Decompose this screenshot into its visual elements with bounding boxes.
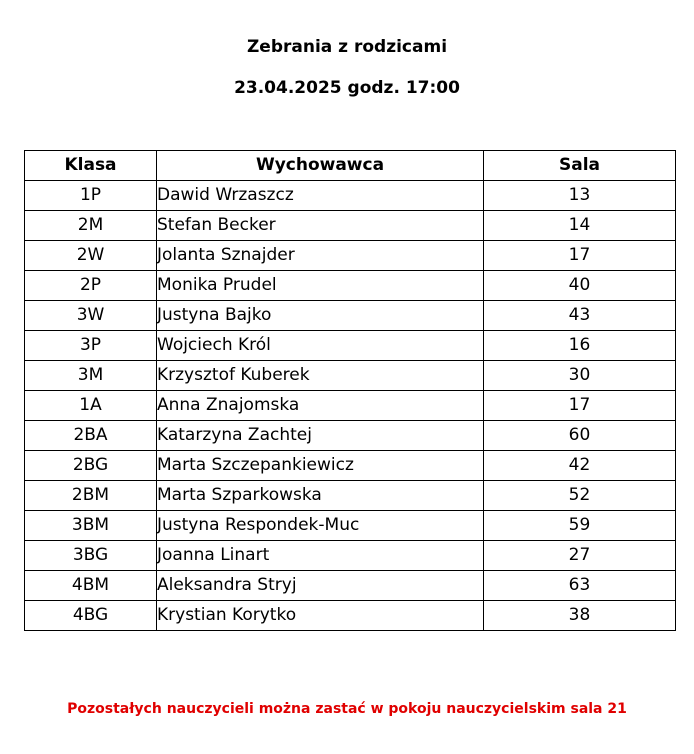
table-body [25, 181, 676, 631]
table-row [25, 451, 676, 481]
cell-wychowawca: Dawid Wrzaszcz [157, 181, 484, 211]
table-row [25, 211, 676, 241]
cell-sala: 13 [484, 181, 676, 211]
cell-wychowawca: Monika Prudel [157, 271, 484, 301]
table-row [25, 181, 676, 211]
cell-klasa: 3BG [25, 541, 157, 571]
cell-wychowawca: Anna Znajomska [157, 391, 484, 421]
cell-sala: 27 [484, 541, 676, 571]
cell-wychowawca: Krystian Korytko [157, 601, 484, 631]
meeting-datetime: 23.04.2025 godz. 17:00 [234, 78, 460, 98]
cell-klasa: 2W [25, 241, 157, 271]
table-row [25, 511, 676, 541]
cell-wychowawca: Stefan Becker [157, 211, 484, 241]
table-header-row [25, 151, 676, 181]
cell-wychowawca: Katarzyna Zachtej [157, 421, 484, 451]
column-header-sala: Sala [484, 151, 676, 181]
cell-sala: 14 [484, 211, 676, 241]
cell-sala: 30 [484, 361, 676, 391]
cell-klasa: 1A [25, 391, 157, 421]
table-row [25, 571, 676, 601]
cell-sala: 17 [484, 241, 676, 271]
cell-sala: 63 [484, 571, 676, 601]
table-row [25, 331, 676, 361]
table-row [25, 601, 676, 631]
table-row [25, 301, 676, 331]
cell-klasa: 2M [25, 211, 157, 241]
cell-klasa: 3W [25, 301, 157, 331]
column-header-wychowawca: Wychowawca [157, 151, 484, 181]
cell-sala: 43 [484, 301, 676, 331]
cell-wychowawca: Joanna Linart [157, 541, 484, 571]
table-row [25, 541, 676, 571]
cell-wychowawca: Marta Szczepankiewicz [157, 451, 484, 481]
cell-sala: 52 [484, 481, 676, 511]
page-title: Zebrania z rodzicami [246, 37, 448, 57]
cell-wychowawca: Justyna Bajko [157, 301, 484, 331]
table-row [25, 241, 676, 271]
table-row [25, 481, 676, 511]
cell-wychowawca: Krzysztof Kuberek [157, 361, 484, 391]
cell-klasa: 1P [25, 181, 157, 211]
cell-sala: 16 [484, 331, 676, 361]
footer-note: Pozostałych nauczycieli można zastać w pokoju nauczycielskim sala 21 [67, 701, 627, 717]
cell-klasa: 4BM [25, 571, 157, 601]
column-header-klasa: Klasa [25, 151, 157, 181]
cell-klasa: 3BM [25, 511, 157, 541]
cell-sala: 38 [484, 601, 676, 631]
meetings-table [24, 150, 676, 631]
cell-sala: 60 [484, 421, 676, 451]
cell-wychowawca: Aleksandra Stryj [157, 571, 484, 601]
cell-wychowawca: Justyna Respondek-Muc [157, 511, 484, 541]
cell-wychowawca: Marta Szparkowska [157, 481, 484, 511]
table-row [25, 361, 676, 391]
cell-klasa: 2P [25, 271, 157, 301]
cell-klasa: 2BG [25, 451, 157, 481]
cell-klasa: 4BG [25, 601, 157, 631]
table-row [25, 391, 676, 421]
cell-sala: 17 [484, 391, 676, 421]
cell-klasa: 3M [25, 361, 157, 391]
cell-sala: 40 [484, 271, 676, 301]
cell-wychowawca: Wojciech Król [157, 331, 484, 361]
cell-wychowawca: Jolanta Sznajder [157, 241, 484, 271]
cell-sala: 42 [484, 451, 676, 481]
cell-sala: 59 [484, 511, 676, 541]
table-row [25, 271, 676, 301]
cell-klasa: 3P [25, 331, 157, 361]
cell-klasa: 2BM [25, 481, 157, 511]
cell-klasa: 2BA [25, 421, 157, 451]
table-row [25, 421, 676, 451]
